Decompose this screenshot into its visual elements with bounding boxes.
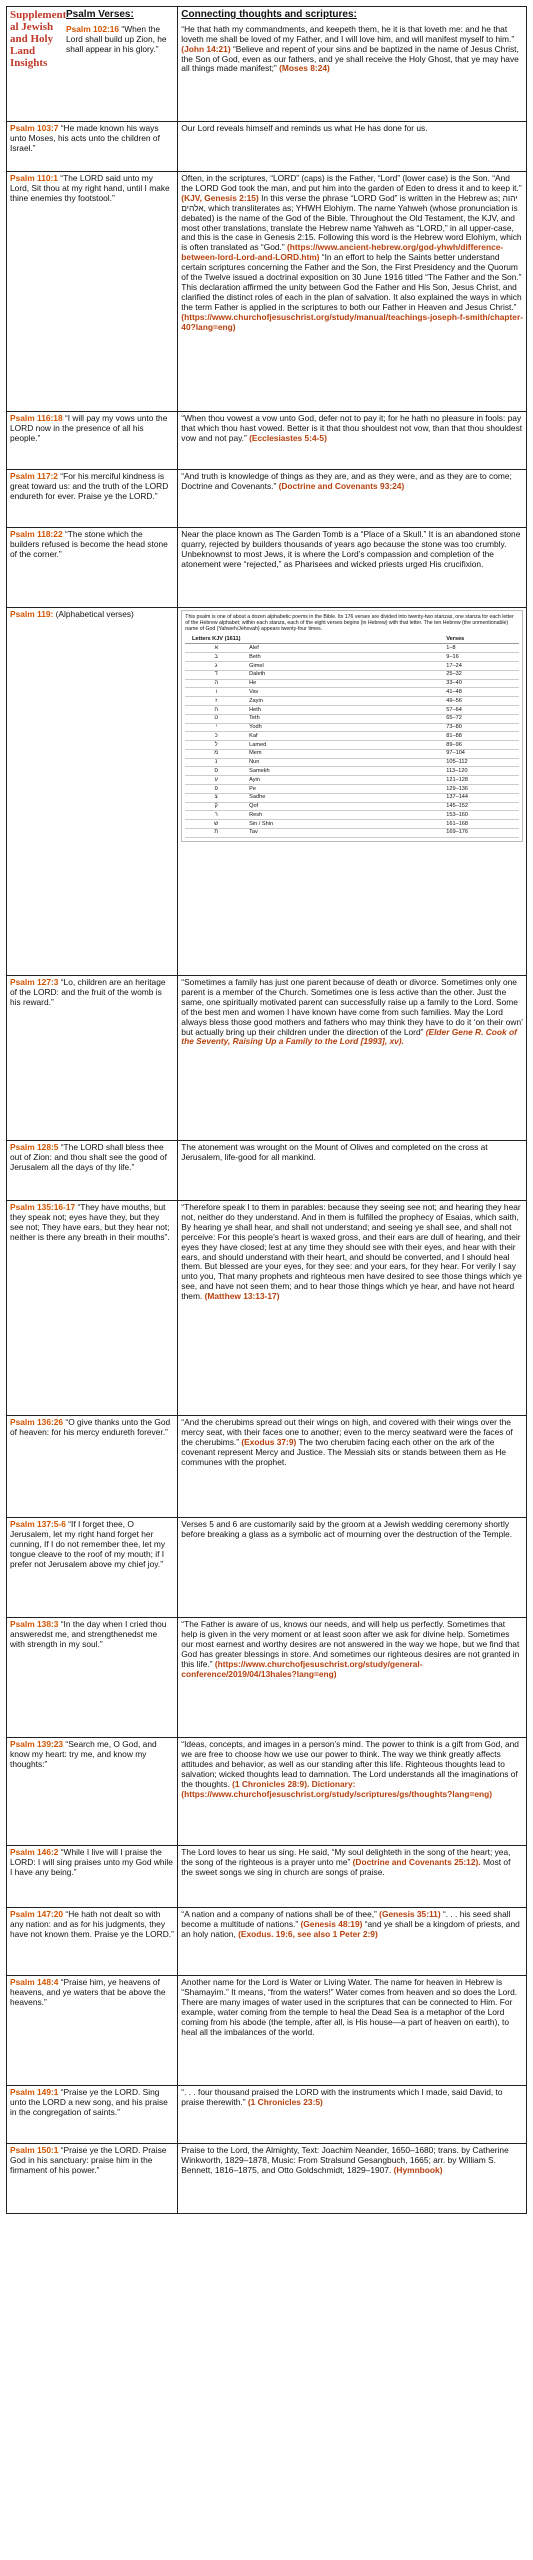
hebrew-letter: ט xyxy=(185,714,247,723)
alphabet-figure xyxy=(181,610,523,842)
citation: (KJV, Genesis 2:15) xyxy=(181,192,259,203)
letter-verses: 1–8 xyxy=(444,644,519,653)
connecting-text: Another name for the Lord is Water or Living Water. The name for heaven in Hebrew is “Shamayim.” It means, “from the waters!” Water comes from heaven and so does the Lord. There are many images of water used in the scriptures that can be connected to Him. For example, water coming from the temple to heal the Dead Sea is a metaphor of the Lord coming from his abode (the temple, after all, is His house—a part of heaven on earth), to heal all the imbalances of the world. xyxy=(181,1977,518,2037)
letter-name: Nun xyxy=(247,758,444,767)
alphabet-row xyxy=(185,653,519,662)
citation: (Matthew 13:13-17) xyxy=(204,1291,280,1302)
letter-verses: 161–168 xyxy=(444,820,519,829)
page xyxy=(6,6,527,2214)
letter-name: Alef xyxy=(247,644,444,653)
psalm-table xyxy=(6,6,527,2214)
hebrew-letter: ז xyxy=(185,697,247,706)
psalm-ref: Psalm 138:3 xyxy=(10,1619,59,1629)
table-row xyxy=(7,1976,527,2086)
psalm-ref: Psalm 110:1 xyxy=(10,173,58,183)
table-row xyxy=(7,1416,527,1518)
alphabet-row xyxy=(185,662,519,671)
psalm-ref: Psalm 139:23 xyxy=(10,1739,64,1749)
psalm-verse: “Praise him, ye heavens of heavens, and ye waters that be above the heavens.” xyxy=(10,1977,166,2007)
citation: (Elder Gene R. Cook of the Seventy, Raising Up a Family to the Lord [1993], xv). xyxy=(181,1026,517,1047)
hebrew-letter: פ xyxy=(185,784,247,793)
letter-verses: 33–40 xyxy=(444,679,519,688)
table-row xyxy=(7,1738,527,1846)
hebrew-letter: מ xyxy=(185,749,247,758)
psalm-ref: Psalm 119: xyxy=(10,609,54,619)
letter-verses: 17–24 xyxy=(444,662,519,671)
psalm-ref: Psalm 136:26 xyxy=(10,1417,64,1427)
psalm-verse: “O give thanks unto the God of heaven: for his mercy endureth forever.” xyxy=(10,1417,171,1437)
psalm-ref: Psalm 149:1 xyxy=(10,2087,59,2097)
table-row xyxy=(7,1618,527,1738)
header-row xyxy=(7,7,527,122)
citation: (John 14:21) xyxy=(181,43,231,54)
table-row xyxy=(7,608,527,976)
citation: (Ecclesiastes 5:4-5) xyxy=(249,432,327,443)
psalm-ref: Psalm 135:16-17 xyxy=(10,1202,76,1212)
alphabet-row xyxy=(185,688,519,697)
hebrew-letter: ת xyxy=(185,828,247,837)
letter-name: Pe xyxy=(247,784,444,793)
table-row xyxy=(7,528,527,608)
letter-verses: 89–96 xyxy=(444,741,519,750)
letter-verses: 49–56 xyxy=(444,697,519,706)
alphabet-row xyxy=(185,644,519,653)
psalm-verse: (Alphabetical verses) xyxy=(55,609,134,619)
connecting-text: “When thou vowest a vow unto God, defer not to pay it; for he hath no pleasure in fools: pay that which thou hast vowed. Better is it that thou shouldest not vow, than that thou shouldest vow and not pay.” xyxy=(181,413,523,443)
hebrew-letter: ס xyxy=(185,767,247,776)
hebrew-letter: א xyxy=(185,644,247,653)
letter-verses: 9–16 xyxy=(444,653,519,662)
psalm-verse: “He made known his ways unto Moses, his acts unto the children of Israel.” xyxy=(10,123,160,153)
connecting-text: Praise to the Lord, the Almighty, Text: Joachim Neander, 1650–1680; trans. by Catherine Winkworth, 1829–1878, Music: From Stralsund Gesangbuch, 1665; arr. by William S. Bennett, 1816–1875, and Otto Goldschmidt, 1829–1907. xyxy=(181,2145,509,2175)
alphabet-row xyxy=(185,758,519,767)
letter-verses: 81–88 xyxy=(444,732,519,741)
alphabet-header-verses: Verses xyxy=(444,636,519,644)
citation: (Exodus. 19:6, see also 1 Peter 2:9) xyxy=(238,1928,378,1939)
letter-name: Qof xyxy=(247,802,444,811)
alphabet-row xyxy=(185,820,519,829)
connecting-text: “Therefore speak I to them in parables: because they seeing see not; and hearing they hear not, neither do they understand. And in them is fulfilled the prophecy of Esaias, which saith, By hearing ye shall hear, and shall not understand; and seeing ye shall see, and shall not perceive: For this people’s heart is waxed gross, and their ears are dull of hearing, and their eyes they have closed; lest at any time they should see with their eyes, and hear with their ears, and should understand with their heart, and should be converted, and I should heal them. But blessed are your eyes, for they see: and your ears, for they hear. For verily I say unto you, That many prophets and righteous men have desired to see those things which ye see, and have not seen them; and to hear those things which ye hear, and have not heard them. xyxy=(181,1202,522,1302)
letter-verses: 153–160 xyxy=(444,811,519,820)
connecting-text: “And the cherubims spread out their wings on high, and covered with their wings over the mercy seat, with their faces one to another; even to the mercy seatward were the faces of the cherubims.” xyxy=(181,1417,513,1447)
psalm-ref: Psalm 150:1 xyxy=(10,2145,59,2155)
psalm-ref: Psalm 103:7 xyxy=(10,123,59,133)
psalm-verse: “They have mouths, but they speak not; eyes have they, but they see not; They have ears, but they hear not; neither is there any breath in their mouths”. xyxy=(10,1202,170,1242)
letter-name: Tav xyxy=(247,828,444,837)
connecting-text: “In an effort to help the Saints better understand certain scriptures concerning the Father and the Son, the First Presidency and the Quorum of the Twelve issued a doctrinal exposition on 30 June 1916 titled “The Father and the Son.” This declaration affirmed the unity between God the Father and His Son, Jesus Christ, and clarified the distinct roles of each in the plan of salvation. It also explained the ways in which the term Father is applied in the scriptures to both our Father in Heaven and Jesus Christ.” xyxy=(181,252,522,312)
connecting-text: The atonement was wrought on the Mount of Olives and completed on the cross at Jerusalem, life-good for all mankind. xyxy=(181,1142,488,1162)
citation: (https://www.ancient-hebrew.org/god-yhwh/difference-between-lord-Lord-and-LORD.htm) xyxy=(181,242,504,263)
psalm-verse: “He hath not dealt so with any nation: and as for his judgments, they have not known them. Praise ye the LORD.” xyxy=(10,1909,174,1939)
alphabet-row xyxy=(185,828,519,837)
psalm-verse: “When the Lord shall build up Zion, he shall appear in his glory.” xyxy=(66,23,167,54)
letter-name: Mem xyxy=(247,749,444,758)
connecting-text: “Sometimes a family has just one parent because of death or divorce. Sometimes only one parent is a member of the Church. Sometimes one is less active than the other. Just the same, one spiritually motivated parent can successfully raise up a family to the Lord. Some of the best men and women I have known have come from such families. May the Lord always bless those good mothers and fathers who may think they have to do it ‘on their own’ but actually bring up their children under the direction of the Lord” xyxy=(181,977,523,1037)
alphabet-row xyxy=(185,670,519,679)
table-row xyxy=(7,2086,527,2144)
letter-name: Samekh xyxy=(247,767,444,776)
letter-name: Gimel xyxy=(247,662,444,671)
hebrew-letter: ד xyxy=(185,670,247,679)
letter-name: Heth xyxy=(247,705,444,714)
psalm-ref: Psalm 128:5 xyxy=(10,1142,59,1152)
psalm-verse: “Search me, O God, and know my heart: try me, and know my thoughts:” xyxy=(10,1739,157,1769)
connecting-text: Often, in the scriptures, “LORD” (caps) is the Father, “Lord” (lower case) is the Son. “And the LORD God took the man, and put him into the garden of Eden to dress it and to keep it.” xyxy=(181,173,522,193)
letter-verses: 57–64 xyxy=(444,705,519,714)
letter-verses: 65–72 xyxy=(444,714,519,723)
letter-verses: 137–144 xyxy=(444,793,519,802)
hebrew-letter: ר xyxy=(185,811,247,820)
hebrew-letter: י xyxy=(185,723,247,732)
psalm-verse: “For his merciful kindness is great toward us: and the truth of the LORD endureth for ever. Praise ye the LORD.” xyxy=(10,471,169,501)
citation: (Genesis 48:19) xyxy=(300,1918,363,1929)
alphabet-row xyxy=(185,793,519,802)
table-row xyxy=(7,2144,527,2214)
letter-name: Vav xyxy=(247,688,444,697)
letter-name: Beth xyxy=(247,653,444,662)
alphabet-row xyxy=(185,723,519,732)
psalm-verse: “I will pay my vows unto the LORD now in the presence of all his people.” xyxy=(10,413,168,443)
table-row xyxy=(7,412,527,470)
citation: (Moses 8:24) xyxy=(279,63,330,74)
alphabet-row xyxy=(185,732,519,741)
psalm-ref: Psalm 148:4 xyxy=(10,1977,59,1987)
psalm-verse: “While I live will I praise the LORD: I will sing praises unto my God while I have any being.” xyxy=(10,1847,173,1877)
table-row xyxy=(7,1141,527,1201)
psalm-ref: Psalm 102:16 xyxy=(66,23,120,34)
letter-name: Daleth xyxy=(247,670,444,679)
letter-verses: 25–32 xyxy=(444,670,519,679)
psalm-verse: “The LORD said unto my Lord, Sit thou at my right hand, until I make thine enemies thy footstool.” xyxy=(10,173,170,203)
alphabet-row xyxy=(185,697,519,706)
alphabet-row xyxy=(185,749,519,758)
connecting-text: “He that hath my commandments, and keepeth them, he it is that loveth me: and he that loveth me shall be loved of my Father, and I will love him, and will manifest myself to him.” xyxy=(181,23,515,44)
connecting-text: “Believe and repent of your sins and be baptized in the name of Jesus Christ, the Son of God, even as our fathers, and ye shall receive the Holy Ghost, that ye may have all things made manifest;” xyxy=(181,43,519,74)
citation: (https://www.churchofjesuschrist.org/study/manual/teachings-joseph-f-smith/chapter-40?lang=eng) xyxy=(181,311,524,332)
table-row xyxy=(7,470,527,528)
connecting-text: Near the place known as The Garden Tomb is a “Place of a Skull.” It is an abandoned stone quarry, rejected by builders thousands of years ago because the stone was too crumbly. Unbeknownst to most Jews, it is where the Lord’s compassion and completion of the atonement were “rejected,” as Pharisees and wicked priests urged His crucifixion. xyxy=(181,529,521,569)
hebrew-letter: ק xyxy=(185,802,247,811)
connecting-text: “. . . his seed shall become a multitude of nations.” xyxy=(181,1909,511,1929)
table-row xyxy=(7,1908,527,1976)
psalm-verse: “The LORD shall bless thee out of Zion: and thou shalt see the good of Jerusalem all the days of thy life.” xyxy=(10,1142,167,1172)
alphabet-header-name xyxy=(247,636,444,644)
header-right-cell xyxy=(178,7,527,122)
table-row xyxy=(7,1518,527,1618)
letter-verses: 97–104 xyxy=(444,749,519,758)
hebrew-letter: ו xyxy=(185,688,247,697)
connecting-text: “The Father is aware of us, knows our needs, and will help us perfectly. Sometimes that help is given in the very moment or at least soon after we ask for divine help. Sometimes our most earnest and worthy desires are not answered in the way we hope, but we find that God has greater blessings in store. And sometimes our righteous desires are not granted in this life.” xyxy=(181,1619,520,1669)
citation: (Exodus 37:9) xyxy=(241,1436,297,1447)
connecting-text: Our Lord reveals himself and reminds us what He has done for us. xyxy=(181,123,428,133)
hebrew-letter: צ xyxy=(185,793,247,802)
hebrew-letter: ש xyxy=(185,820,247,829)
hebrew-letter: ב xyxy=(185,653,247,662)
alphabet-intro: This psalm is one of about a dozen alphabetic poems in the Bible. Its 176 verses are divided into twenty-two stanzas, one stanza for each letter of the Hebrew alphabet; within each stanza, each of the eight verses begins (in Hebrew) with that letter. The ten Hebrew (the unmentionable) name of God (Yahweh/Jehovah) appears twenty-four times. xyxy=(185,614,514,633)
letter-name: Resh xyxy=(247,811,444,820)
connecting-text: “and ye shall be a kingdom of priests, and an holy nation, xyxy=(181,1918,520,1939)
letter-verses: 145–152 xyxy=(444,802,519,811)
psalm-ref: Psalm 118:22 xyxy=(10,529,63,539)
psalm-verse: “The stone which the builders refused is become the head stone of the corner.” xyxy=(10,529,168,559)
connecting-text: “A nation and a company of nations shall be of thee,” xyxy=(181,1909,377,1919)
letter-name: Kaf xyxy=(247,732,444,741)
connecting-heading: Connecting thoughts and scriptures: xyxy=(181,9,357,20)
connecting-text: Most of the sweet songs we sing in church are songs of praise. xyxy=(181,1856,511,1877)
citation: (Genesis 35:11) xyxy=(379,1909,441,1919)
psalm-ref: Psalm 117:2 xyxy=(10,471,58,481)
connecting-text: The two cherubim facing each other on the ark of the covenant represent Mercy and Justice. The Messiah sits or stands between them as He communes with the prophet. xyxy=(181,1436,507,1467)
hebrew-letter: ל xyxy=(185,741,247,750)
table-row xyxy=(7,976,527,1141)
supplement-title: Supplement al Jewish and Holy Land Insights xyxy=(10,9,67,70)
letter-name: He xyxy=(247,679,444,688)
letter-name: Sadhe xyxy=(247,793,444,802)
connecting-text: Verses 5 and 6 are customarily said by the groom at a Jewish wedding ceremony shortly before breaking a glass as a symbolic act of mourning over the destruction of the Temple. xyxy=(181,1519,513,1539)
hebrew-letter: ח xyxy=(185,705,247,714)
letter-verses: 129–136 xyxy=(444,784,519,793)
alphabet-row xyxy=(185,767,519,776)
table-row xyxy=(7,122,527,172)
letter-name: Sin / Shin xyxy=(247,820,444,829)
alphabet-row xyxy=(185,784,519,793)
letter-name: Lamed xyxy=(247,741,444,750)
psalm-ref: Psalm 116:18 xyxy=(10,413,63,423)
letter-verses: 169–176 xyxy=(444,828,519,837)
alphabet-header-row xyxy=(185,636,519,644)
table-row xyxy=(7,1846,527,1908)
letter-verses: 41–48 xyxy=(444,688,519,697)
hebrew-letter: ע xyxy=(185,776,247,785)
citation: (Hymnbook) xyxy=(393,2164,443,2175)
alphabet-header-letters: Letters KJV (1611) xyxy=(185,636,247,644)
connecting-text: “Ideas, concepts, and images in a person’s mind. The power to think is a gift from God, and we are free to choose how we use our power to think. The way we think greatly affects attitudes and behavior, as well as our standing after this life. Righteous thoughts lead to salvation; wicked thoughts lead to damnation. The Lord understands all the imaginations of the thoughts. xyxy=(181,1739,519,1789)
letter-name: Ayin xyxy=(247,776,444,785)
psalm-ref: Psalm 147:20 xyxy=(10,1909,64,1919)
letter-verses: 113–120 xyxy=(444,767,519,776)
psalm-verse: “Praise ye the LORD. Praise God in his sanctuary: praise him in the firmament of his power.” xyxy=(10,2145,167,2175)
letter-name: Teth xyxy=(247,714,444,723)
alphabet-row xyxy=(185,776,519,785)
alphabet-row xyxy=(185,705,519,714)
letter-verses: 121–128 xyxy=(444,776,519,785)
psalm-ref: Psalm 127:3 xyxy=(10,977,59,987)
hebrew-letter: נ xyxy=(185,758,247,767)
connecting-text: The Lord loves to hear us sing. He said, “My soul delighteth in the song of the heart; yea, the song of the righteous is a prayer unto me” xyxy=(181,1847,511,1867)
psalm-verse: “In the day when I cried thou answeredst me, and strengthenedst me with strength in my soul.” xyxy=(10,1619,167,1649)
alphabet-row xyxy=(185,802,519,811)
psalm-verse: “If I forget thee, O Jerusalem, let my right hand forget her cunning, If I do not remember thee, let my tongue cleave to the roof of my mouth; if I prefer not Jerusalem above my chief joy.” xyxy=(10,1519,166,1569)
psalm-ref: Psalm 137:5-6 xyxy=(10,1519,66,1529)
header-left-cell xyxy=(7,7,178,122)
alphabet-row xyxy=(185,679,519,688)
connecting-text: “. . . four thousand praised the LORD with the instruments which I made, said David, to praise therewith.” xyxy=(181,2087,503,2107)
citation: (https://www.churchofjesuschrist.org/study/general-conference/2019/04/13hales?lang=eng) xyxy=(181,1658,423,1679)
psalm-ref: Psalm 146:2 xyxy=(10,1847,59,1857)
citation: (Doctrine and Covenants 93:24) xyxy=(278,480,405,491)
psalm-verse: “Praise ye the LORD. Sing unto the LORD a new song, and his praise in the congregation of saints.” xyxy=(10,2087,168,2117)
alphabet-table xyxy=(185,636,519,838)
connecting-text: “And truth is knowledge of things as they are, and as they were, and as they are to come; Doctrine and Covenants.” xyxy=(181,471,512,491)
citation: (1 Chronicles 23:5) xyxy=(247,2096,323,2107)
citation: (Doctrine and Covenants 25:12). xyxy=(352,1856,481,1867)
table-row xyxy=(7,1201,527,1416)
hebrew-letter: ג xyxy=(185,662,247,671)
psalm-verses-heading: Psalm Verses: xyxy=(66,9,134,20)
hebrew-letter: ה xyxy=(185,679,247,688)
alphabet-row xyxy=(185,811,519,820)
table-row xyxy=(7,172,527,412)
hebrew-letter: כ xyxy=(185,732,247,741)
letter-verses: 105–112 xyxy=(444,758,519,767)
citation: (1 Chronicles 28:9). Dictionary: (https://www.churchofjesuschrist.org/study/scriptures/gs/thoughts?lang=eng) xyxy=(181,1778,493,1799)
psalm-verse: “Lo, children are an heritage of the LORD: and the fruit of the womb is his reward.” xyxy=(10,977,166,1007)
alphabet-row xyxy=(185,714,519,723)
letter-name: Yodh xyxy=(247,723,444,732)
connecting-text: In this verse the phrase “LORD God” is written in the Hebrew as; יהוה אלהים, which transliterates as; YHWH Elohiym. The name Yahweh (whose pronunciation is debated) is the name of the God of the Bible. Throughout the Old Testament, the KJV, and most other translations, translate the Hebrew name Yahweh as “LORD,” in all upper-case, and this is the case in Genesis 2:15. Following this word is the Hebrew word Elohiym, which is often translated as “God.” xyxy=(181,192,522,253)
alphabet-row xyxy=(185,741,519,750)
letter-name: Zayin xyxy=(247,697,444,706)
letter-verses: 73–80 xyxy=(444,723,519,732)
